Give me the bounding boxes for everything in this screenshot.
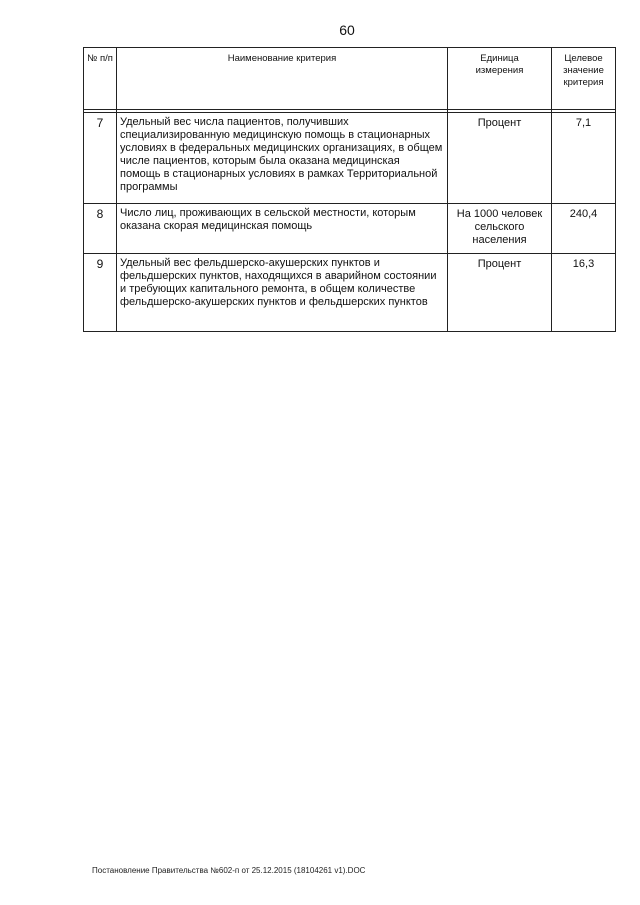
row-unit: На 1000 человек сельского населения (448, 204, 552, 254)
table-header-row (84, 48, 616, 110)
header-name: Наименование критерия (117, 48, 448, 110)
criteria-table (83, 47, 616, 332)
row-num: 7 (84, 113, 117, 204)
row-unit: Процент (448, 113, 552, 204)
document-footer: Постановление Правительства №602-п от 25.12.2015 (18104261 v1).DOC (92, 866, 366, 875)
row-num: 9 (84, 254, 117, 332)
row-unit: Процент (448, 254, 552, 332)
row-target: 7,1 (552, 113, 616, 204)
header-unit: Единица измерения (448, 48, 552, 110)
row-name: Число лиц, проживающих в сельской местности, которым оказана скорая медицинская помощь (117, 204, 448, 254)
row-num: 8 (84, 204, 117, 254)
row-target: 240,4 (552, 204, 616, 254)
row-name: Удельный вес числа пациентов, получивших специализированную медицинскую помощь в стационарных условиях в федеральных медицинских организациях, в общем числе пациентов, которым была оказана медицинская помощь в стационарных условиях в рамках Территориальной программы (117, 113, 448, 204)
header-num: № п/п (84, 48, 117, 110)
row-name: Удельный вес фельдшерско-акушерских пунктов и фельдшерских пунктов, находящихся в аварийном состоянии и требующих капитального ремонта, в общем количестве фельдшерско-акушерских пунктов и фельдшерских пунктов (117, 254, 448, 332)
page-number: 60 (339, 22, 355, 38)
table-row (84, 204, 616, 254)
table-row (84, 254, 616, 332)
header-target: Целевое значение критерия (552, 48, 616, 110)
row-target: 16,3 (552, 254, 616, 332)
table-row (84, 113, 616, 204)
